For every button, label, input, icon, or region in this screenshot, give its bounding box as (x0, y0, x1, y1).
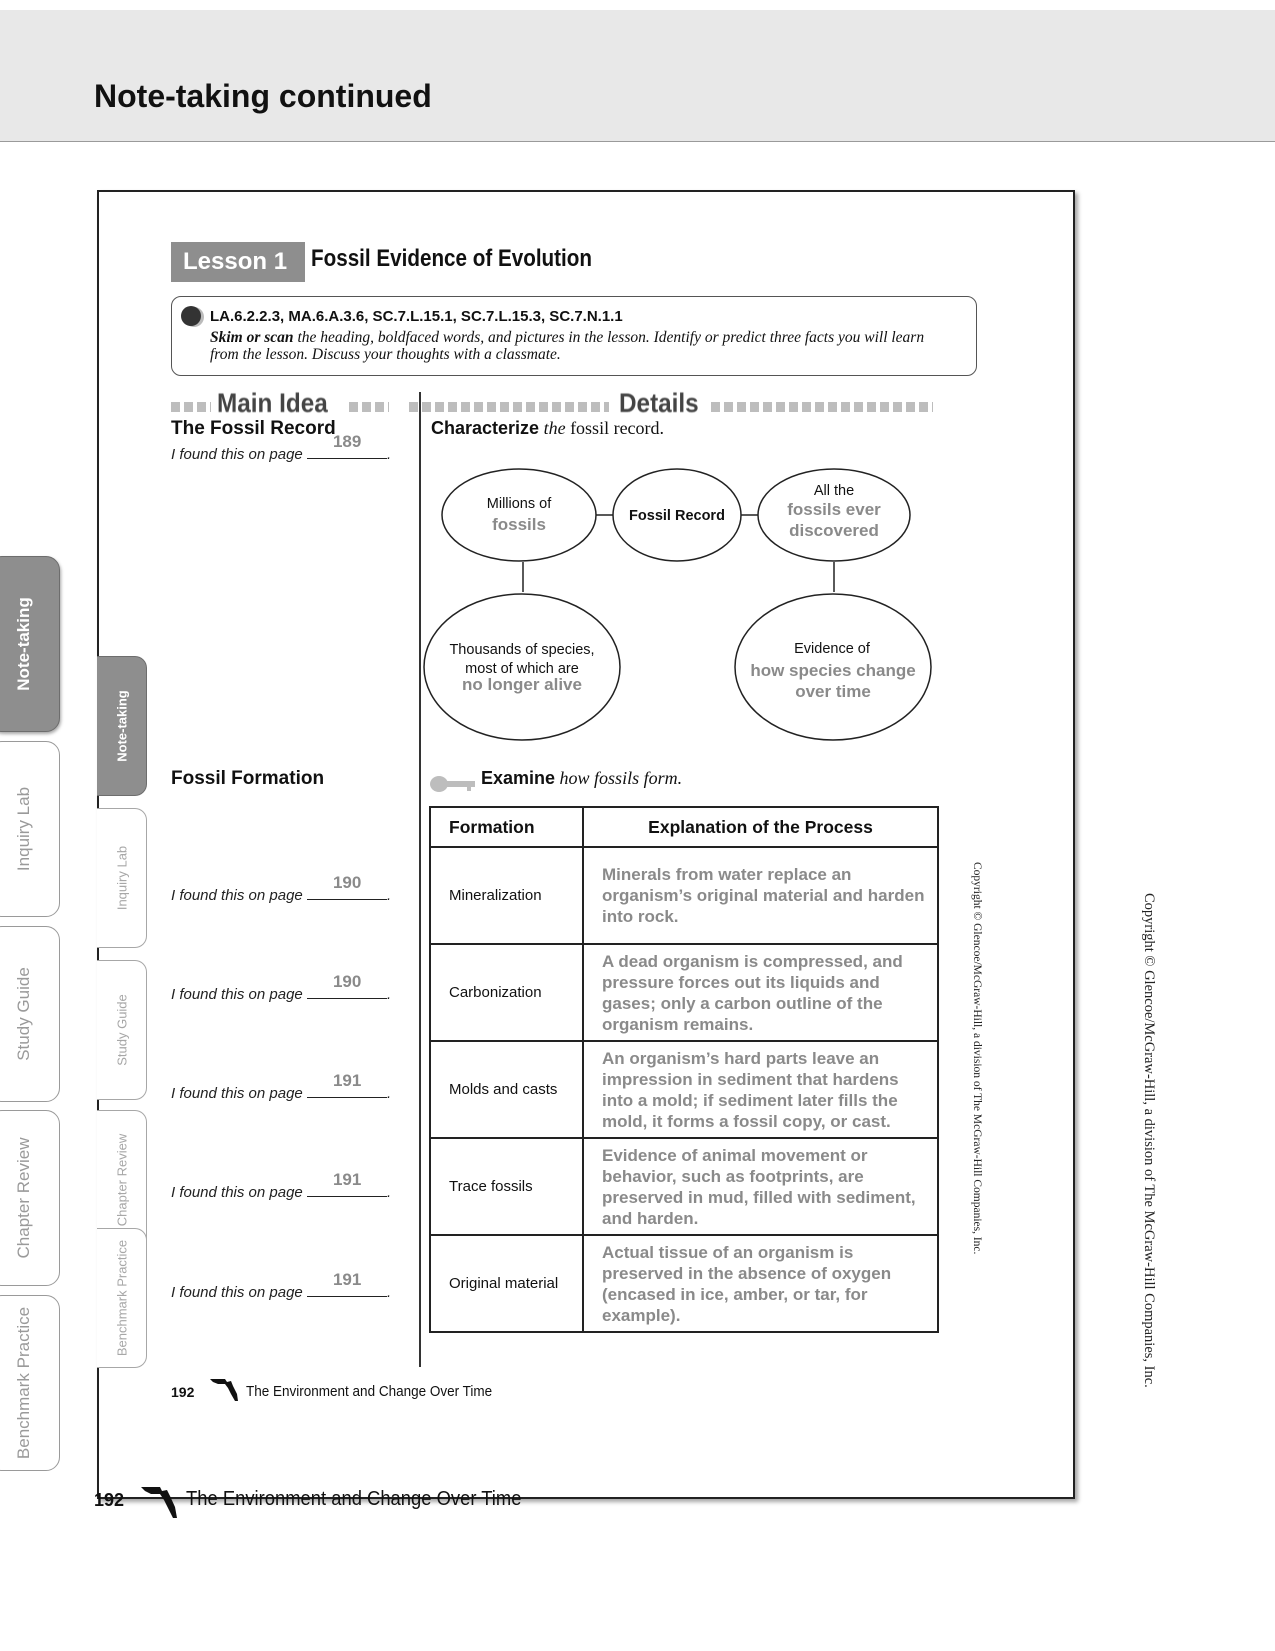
side-tab-study-guide[interactable] (0, 926, 60, 1102)
footer-title: The Environment and Change Over Time (186, 1488, 522, 1510)
page-answer: 190 (332, 972, 362, 991)
page-answer: 191 (332, 1270, 362, 1289)
fossil-record-heading: The Fossil Record (171, 418, 336, 439)
fossil-formation-heading: Fossil Formation (171, 768, 325, 789)
side-tab-note-taking[interactable] (0, 556, 60, 732)
copyright: Copyright © Glencoe/McGraw-Hill, a division of The McGraw-Hill Companies, Inc. (1141, 893, 1157, 1388)
inner-copyright: Copyright © Glencoe/McGraw-Hill, a division of The McGraw-Hill Companies, Inc. (971, 862, 983, 1255)
inner-page-number: 192 (171, 1384, 195, 1400)
found-label: I found this on page (171, 887, 303, 904)
web-node-answer: no longer alive (462, 675, 582, 694)
column-header-explanation: Explanation of the Process (583, 807, 938, 847)
web-node-printed: Thousands of species, most of which are (449, 642, 595, 677)
inner-tab-label: Study Guide (114, 994, 129, 1066)
main-idea-heading: Main Idea (217, 388, 328, 418)
prompt-verb: Examine (481, 768, 556, 788)
page-blank[interactable] (307, 1170, 387, 1197)
lesson-badge: Lesson 1 (171, 242, 305, 282)
explanation-cell[interactable]: An organism’s hard parts leave an impression in sediment that hardens into a mold; if sediment later fills the mold, it forms a fossil copy, or cast. (583, 1041, 938, 1138)
explanation-cell[interactable]: A dead organism is compressed, and pressure forces out its liquids and gases; only a carbon outline of the organism remains. (583, 944, 938, 1041)
found-on-page: I found this on page 190 . (171, 972, 392, 1003)
explanation-cell[interactable]: Minerals from water replace an organism’s original material and harden into rock. (583, 847, 938, 944)
inner-tab-label: Benchmark Practice (114, 1239, 129, 1357)
prompt-italic: the (543, 418, 566, 438)
page-blank[interactable] (307, 873, 387, 900)
inner-tab-label: Chapter Review (114, 1133, 129, 1227)
side-tab-label: Inquiry Lab (14, 786, 33, 872)
formation-table (429, 806, 939, 1333)
lesson-title: Fossil Evidence of Evolution (311, 245, 592, 272)
side-tab-label: Study Guide (14, 967, 33, 1061)
details-heading: Details (619, 388, 699, 418)
web-node-printed: Evidence of (794, 641, 870, 657)
page-answer: 191 (332, 1170, 362, 1189)
table-row (430, 1235, 938, 1332)
instruction-text: the heading, boldfaced words, and pictures in the lesson. Identify or predict three facts you will learn from the lesson. Discuss your thoughts with a classmate. (210, 329, 925, 363)
prompt-rest: fossil record. (570, 418, 665, 438)
found-label: I found this on page (171, 1284, 303, 1301)
page-answer: 190 (332, 873, 362, 892)
found-on-page: I found this on page 191 . (171, 1071, 392, 1102)
header-band (0, 10, 1275, 142)
web-center-label: Fossil Record (629, 508, 725, 524)
found-label: I found this on page (171, 1085, 303, 1102)
side-tab-label: Benchmark Practice (14, 1306, 33, 1460)
table-row (430, 944, 938, 1041)
table-row (430, 1041, 938, 1138)
web-node-printed: Millions of (486, 496, 552, 512)
found-on-page: I found this on page 191 . (171, 1270, 392, 1301)
page-answer: 189 (332, 432, 362, 451)
side-tab-inquiry-lab[interactable] (0, 741, 60, 917)
inner-tab-label: Inquiry Lab (114, 845, 129, 911)
found-label: I found this on page (171, 1184, 303, 1201)
formation-cell: Original material (430, 1235, 583, 1332)
found-label: I found this on page (171, 446, 303, 463)
table-row (430, 847, 938, 944)
formation-cell: Molds and casts (430, 1041, 583, 1138)
page-blank[interactable] (307, 972, 387, 999)
formation-cell: Trace fossils (430, 1138, 583, 1235)
page-title: Note-taking continued (94, 78, 432, 114)
side-tab-benchmark-practice[interactable] (0, 1295, 60, 1471)
web-node-printed: All the (813, 483, 855, 499)
prompt-rest: how fossils form. (559, 768, 683, 788)
standards-codes: LA.6.2.2.3, MA.6.A.3.6, SC.7.L.15.1, SC.7.L.15.3, SC.7.N.1.1 (210, 308, 623, 325)
column-header-formation: Formation (430, 807, 583, 847)
side-tab-label: Note-taking (14, 597, 33, 691)
inner-tab-label: Note-taking (114, 690, 129, 762)
instruction-lead: Skim or scan (210, 329, 294, 346)
found-on-page: I found this on page 191 . (171, 1170, 392, 1201)
key-icon (429, 774, 477, 794)
formation-cell: Mineralization (430, 847, 583, 944)
side-tab-label: Chapter Review (14, 1137, 33, 1259)
page-number: 192 (94, 1490, 125, 1510)
explanation-cell[interactable]: Actual tissue of an organism is preserved in the absence of oxygen (encased in ice, amber, or tar, for example). (583, 1235, 938, 1332)
page-answer: 191 (332, 1071, 362, 1090)
page-blank[interactable] (307, 1270, 387, 1297)
table-header-row (430, 807, 938, 847)
web-node-answer: fossils (492, 515, 546, 534)
found-label: I found this on page (171, 986, 303, 1003)
side-tab-chapter-review[interactable] (0, 1110, 60, 1286)
web-node-answer: how species change over time (750, 661, 916, 701)
formation-cell: Carbonization (430, 944, 583, 1041)
florida-state-icon (209, 1376, 241, 1402)
page-blank[interactable] (307, 1071, 387, 1098)
explanation-cell[interactable]: Evidence of animal movement or behavior, such as footprints, are preserved in mud, filled with sediment, and harden. (583, 1138, 938, 1235)
web-node-answer: fossils ever discovered (787, 500, 881, 540)
examine-prompt (481, 768, 682, 789)
found-on-page: I found this on page 189 . (171, 432, 392, 463)
found-on-page: I found this on page 190 . (171, 873, 392, 904)
table-row (430, 1138, 938, 1235)
inner-footer-title: The Environment and Change Over Time (246, 1383, 493, 1400)
worksheet-page (97, 190, 1075, 1499)
prompt-verb: Characterize (431, 418, 540, 438)
florida-state-icon (140, 1483, 180, 1519)
